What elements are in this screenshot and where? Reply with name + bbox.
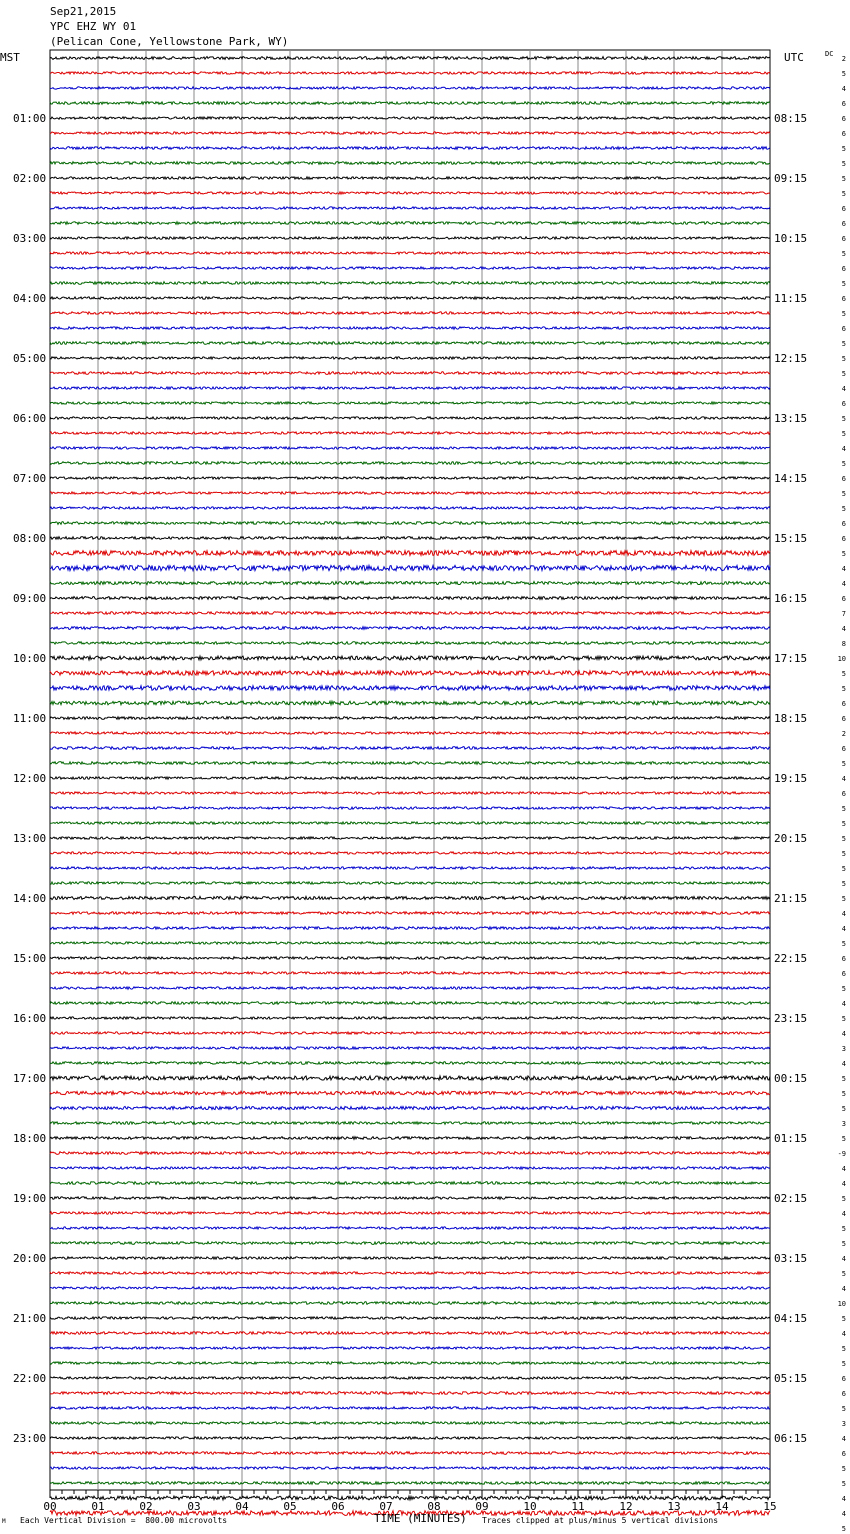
mst-hour-label: 07:00 xyxy=(13,472,47,485)
mst-label: MST xyxy=(0,51,20,64)
dc-offset-label: 6 xyxy=(841,715,846,723)
mst-hour-label: 11:00 xyxy=(13,712,47,725)
dc-offset-label: 5 xyxy=(841,895,846,903)
seismic-trace xyxy=(50,686,770,691)
dc-offset-label: 4 xyxy=(841,1060,846,1068)
dc-offset-label: 5 xyxy=(841,310,846,318)
dc-offset-label: 6 xyxy=(841,265,846,273)
dc-offset-label: 6 xyxy=(841,595,846,603)
seismic-trace xyxy=(50,642,770,645)
dc-offset-label: 4 xyxy=(841,1255,846,1263)
mst-hour-label: 06:00 xyxy=(13,412,47,425)
seismic-trace xyxy=(50,537,770,540)
mst-hour-label: 20:00 xyxy=(13,1252,47,1265)
dc-offset-label: -9 xyxy=(837,1150,846,1158)
x-tick-label: 08 xyxy=(427,1500,441,1513)
mst-hour-label: 01:00 xyxy=(13,112,47,125)
dc-offset-label: 5 xyxy=(841,820,846,828)
seismic-trace xyxy=(50,972,770,974)
dc-offset-label: 6 xyxy=(841,205,846,213)
seismic-trace xyxy=(50,432,770,434)
header-location: (Pelican Cone, Yellowstone Park, WY) xyxy=(50,35,289,48)
dc-offset-label: 6 xyxy=(841,295,846,303)
mst-hour-label: 03:00 xyxy=(13,232,47,245)
seismic-trace xyxy=(50,1091,770,1094)
mst-hour-label: 13:00 xyxy=(13,832,47,845)
x-tick-label: 02 xyxy=(139,1500,153,1513)
dc-offset-label: 5 xyxy=(841,355,846,363)
dc-offset-label: 5 xyxy=(841,190,846,198)
seismic-trace xyxy=(50,357,770,359)
dc-offset-label: 5 xyxy=(841,1240,846,1248)
dc-offset-label: 4 xyxy=(841,1030,846,1038)
utc-hour-label: 19:15 xyxy=(774,772,808,785)
seismic-trace xyxy=(50,837,770,839)
dc-offset-label: 4 xyxy=(841,580,846,588)
x-tick-label: 09 xyxy=(475,1500,489,1513)
x-axis-title: TIME (MINUTES) xyxy=(374,1512,467,1525)
seismic-trace xyxy=(50,732,770,734)
seismic-trace xyxy=(50,1182,770,1185)
dc-offset-label: 5 xyxy=(841,1360,846,1368)
corner-mark: M xyxy=(2,1518,6,1525)
x-tick-label: 14 xyxy=(715,1500,729,1513)
mst-hour-label: 22:00 xyxy=(13,1372,47,1385)
dc-offset-label: 5 xyxy=(841,835,846,843)
utc-hour-label: 10:15 xyxy=(774,232,808,245)
x-tick-label: 04 xyxy=(235,1500,249,1513)
mst-hour-label: 04:00 xyxy=(13,292,47,305)
dc-offset-label: 5 xyxy=(841,340,846,348)
seismic-trace xyxy=(50,507,770,509)
dc-offset-label: 6 xyxy=(841,535,846,543)
seismic-trace xyxy=(50,777,770,779)
dc-offset-label: 6 xyxy=(841,790,846,798)
dc-offset-label: 6 xyxy=(841,475,846,483)
seismic-trace xyxy=(50,882,770,884)
dc-offset-label: 5 xyxy=(841,1480,846,1488)
seismic-trace xyxy=(50,177,770,179)
mst-hour-label: 18:00 xyxy=(13,1132,47,1145)
dc-offset-label: 5 xyxy=(841,160,846,168)
utc-hour-label: 02:15 xyxy=(774,1192,808,1205)
seismic-trace xyxy=(50,597,770,600)
seismic-trace xyxy=(50,1302,770,1305)
seismic-trace xyxy=(50,1347,770,1349)
dc-offset-label: 6 xyxy=(841,1450,846,1458)
seismic-trace xyxy=(50,1257,770,1259)
dc-offset-label: 10 xyxy=(837,655,846,663)
seismic-trace xyxy=(50,342,770,345)
dc-offset-label: 4 xyxy=(841,1000,846,1008)
x-tick-label: 07 xyxy=(379,1500,393,1513)
dc-offset-label: 5 xyxy=(841,940,846,948)
seismic-trace xyxy=(50,477,770,479)
dc-offset-label: 2 xyxy=(841,730,846,738)
dc-offset-label: 4 xyxy=(841,445,846,453)
x-tick-label: 13 xyxy=(667,1500,681,1513)
seismic-trace xyxy=(50,372,770,375)
seismic-trace xyxy=(50,132,770,134)
seismic-trace xyxy=(50,207,770,209)
seismic-trace xyxy=(50,102,770,105)
x-tick-label: 15 xyxy=(763,1500,777,1513)
seismic-trace xyxy=(50,162,770,165)
dc-offset-label: 5 xyxy=(841,1465,846,1473)
mst-hour-label: 23:00 xyxy=(13,1432,47,1445)
seismic-trace xyxy=(50,147,770,150)
seismic-trace xyxy=(50,671,770,675)
seismic-trace xyxy=(50,312,770,314)
dc-offset-label: 5 xyxy=(841,865,846,873)
dc-offset-label: 6 xyxy=(841,745,846,753)
seismic-trace xyxy=(50,57,770,60)
dc-offset-label: 4 xyxy=(841,1510,846,1518)
seismic-trace xyxy=(50,117,770,119)
dc-offset-label: 6 xyxy=(841,130,846,138)
seismic-trace xyxy=(50,627,770,630)
seismic-trace xyxy=(50,867,770,869)
dc-offset-label: 5 xyxy=(841,460,846,468)
x-tick-label: 12 xyxy=(619,1500,633,1513)
seismic-trace xyxy=(50,1062,770,1065)
seismic-trace xyxy=(50,1272,770,1274)
utc-hour-label: 04:15 xyxy=(774,1312,808,1325)
seismic-trace xyxy=(50,1287,770,1289)
dc-offset-label: 6 xyxy=(841,115,846,123)
utc-hour-label: 15:15 xyxy=(774,532,808,545)
dc-offset-label: 5 xyxy=(841,880,846,888)
dc-offset-label: 5 xyxy=(841,1105,846,1113)
seismic-trace xyxy=(50,522,770,525)
dc-offset-label: 6 xyxy=(841,700,846,708)
mst-hour-label: 08:00 xyxy=(13,532,47,545)
seismic-trace xyxy=(50,762,770,765)
utc-hour-label: 06:15 xyxy=(774,1432,808,1445)
x-tick-label: 06 xyxy=(331,1500,345,1513)
mst-hour-label: 02:00 xyxy=(13,172,47,185)
seismic-trace xyxy=(50,612,770,615)
mst-hour-label: 19:00 xyxy=(13,1192,47,1205)
seismic-trace xyxy=(50,1467,770,1469)
utc-hour-label: 22:15 xyxy=(774,952,808,965)
dc-offset-label: 4 xyxy=(841,1285,846,1293)
utc-hour-label: 09:15 xyxy=(774,172,808,185)
seismic-trace xyxy=(50,1407,770,1409)
dc-offset-label: 3 xyxy=(841,1120,846,1128)
seismic-trace xyxy=(50,1482,770,1485)
seismic-trace xyxy=(50,237,770,239)
dc-offset-label: 5 xyxy=(841,550,846,558)
utc-label: UTC xyxy=(784,51,804,64)
dc-offset-label: 5 xyxy=(841,1135,846,1143)
seismic-trace xyxy=(50,1362,770,1364)
seismic-trace xyxy=(50,1017,770,1019)
dc-offset-label: 6 xyxy=(841,970,846,978)
dc-offset-label: 6 xyxy=(841,235,846,243)
seismic-trace xyxy=(50,462,770,465)
dc-offset-label: 4 xyxy=(841,565,846,573)
seismic-trace xyxy=(50,957,770,959)
dc-offset-label: 5 xyxy=(841,175,846,183)
utc-hour-label: 17:15 xyxy=(774,652,808,665)
dc-offset-label: 4 xyxy=(841,1180,846,1188)
seismic-trace xyxy=(50,1392,770,1395)
seismic-trace xyxy=(50,551,770,556)
seismic-trace xyxy=(50,1152,770,1155)
seismic-trace xyxy=(50,1122,770,1125)
x-tick-label: 05 xyxy=(283,1500,297,1513)
mst-hour-label: 21:00 xyxy=(13,1312,47,1325)
seismic-trace xyxy=(50,656,770,660)
seismic-trace xyxy=(50,387,770,389)
seismic-trace xyxy=(50,1106,770,1109)
seismic-trace xyxy=(50,252,770,254)
dc-offset-label: 5 xyxy=(841,1315,846,1323)
seismic-trace xyxy=(50,1002,770,1005)
utc-hour-label: 12:15 xyxy=(774,352,808,365)
seismic-trace xyxy=(50,1212,770,1214)
utc-hour-label: 14:15 xyxy=(774,472,808,485)
seismic-trace xyxy=(50,1167,770,1169)
dc-offset-label: 5 xyxy=(841,1525,846,1533)
seismic-trace xyxy=(50,1032,770,1034)
seismic-trace xyxy=(50,222,770,225)
utc-hour-label: 16:15 xyxy=(774,592,808,605)
utc-hour-label: 01:15 xyxy=(774,1132,808,1145)
dc-offset-label: 6 xyxy=(841,325,846,333)
x-tick-label: 11 xyxy=(571,1500,585,1513)
mst-hour-label: 16:00 xyxy=(13,1012,47,1025)
dc-offset-label: 5 xyxy=(841,145,846,153)
seismic-trace xyxy=(50,1437,770,1439)
dc-offset-label: 4 xyxy=(841,1210,846,1218)
dc-offset-label: 4 xyxy=(841,1495,846,1503)
dc-offset-label: 4 xyxy=(841,1165,846,1173)
dc-offset-label: 5 xyxy=(841,70,846,78)
dc-offset-label: 4 xyxy=(841,925,846,933)
utc-hour-label: 23:15 xyxy=(774,1012,808,1025)
seismic-trace xyxy=(50,1422,770,1424)
dc-offset-label: 5 xyxy=(841,685,846,693)
seismic-trace xyxy=(50,1227,770,1229)
dc-offset-label: 5 xyxy=(841,490,846,498)
mst-hour-label: 14:00 xyxy=(13,892,47,905)
utc-hour-label: 08:15 xyxy=(774,112,808,125)
seismic-trace xyxy=(50,447,770,449)
seismic-trace xyxy=(50,1332,770,1335)
mst-hour-label: 10:00 xyxy=(13,652,47,665)
dc-offset-label: 5 xyxy=(841,760,846,768)
dc-offset-label: 6 xyxy=(841,1375,846,1383)
dc-offset-label: 7 xyxy=(841,610,846,618)
seismic-trace xyxy=(50,72,770,74)
seismic-trace xyxy=(50,1242,770,1245)
dc-offset-label: 4 xyxy=(841,775,846,783)
dc-offset-label: 6 xyxy=(841,1390,846,1398)
scale-note: Each Vertical Division = 800.00 microvolts xyxy=(20,1516,228,1525)
seismic-trace xyxy=(50,717,770,720)
dc-offset-label: 5 xyxy=(841,250,846,258)
dc-offset-label: 4 xyxy=(841,625,846,633)
seismic-trace xyxy=(50,267,770,269)
mst-hour-label: 17:00 xyxy=(13,1072,47,1085)
utc-hour-label: 20:15 xyxy=(774,832,808,845)
x-tick-label: 00 xyxy=(43,1500,57,1513)
dc-offset-label: 5 xyxy=(841,505,846,513)
dc-offset-label: 5 xyxy=(841,280,846,288)
dc-offset-label: 5 xyxy=(841,1225,846,1233)
dc-offset-label: 5 xyxy=(841,1015,846,1023)
seismic-trace xyxy=(50,297,770,299)
utc-hour-label: 18:15 xyxy=(774,712,808,725)
dc-offset-label: 4 xyxy=(841,1330,846,1338)
dc-offset-label: 5 xyxy=(841,415,846,423)
dc-offset-label: 5 xyxy=(841,985,846,993)
seismic-trace xyxy=(50,282,770,285)
dc-offset-label: 8 xyxy=(841,640,846,648)
dc-offset-label: 3 xyxy=(841,1420,846,1428)
seismic-trace xyxy=(50,822,770,824)
dc-offset-label: 6 xyxy=(841,100,846,108)
dc-offset-label: 5 xyxy=(841,1405,846,1413)
dc-offset-label: 10 xyxy=(837,1300,846,1308)
seismic-trace xyxy=(50,1452,770,1455)
mst-hour-label: 12:00 xyxy=(13,772,47,785)
clip-note: Traces clipped at plus/minus 5 vertical divisions xyxy=(482,1516,719,1525)
dc-offset-label: 4 xyxy=(841,85,846,93)
seismic-trace xyxy=(50,852,770,854)
mst-hour-label: 05:00 xyxy=(13,352,47,365)
mst-hour-label: 15:00 xyxy=(13,952,47,965)
dc-offset-label: 5 xyxy=(841,850,846,858)
seismic-trace xyxy=(50,942,770,944)
seismic-trace xyxy=(50,927,770,930)
dc-offset-label: 4 xyxy=(841,1435,846,1443)
header-station: YPC EHZ WY 01 xyxy=(50,20,137,33)
x-tick-label: 03 xyxy=(187,1500,201,1513)
utc-hour-label: 05:15 xyxy=(774,1372,808,1385)
dc-offset-label: 2 xyxy=(841,55,846,63)
seismic-trace xyxy=(50,1496,770,1500)
dc-offset-label: 5 xyxy=(841,805,846,813)
dc-offset-label: 4 xyxy=(841,910,846,918)
seismic-trace xyxy=(50,807,770,809)
seismic-trace xyxy=(50,492,770,494)
seismic-trace xyxy=(50,1137,770,1140)
x-tick-label: 10 xyxy=(523,1500,537,1513)
mst-hour-label: 09:00 xyxy=(13,592,47,605)
dc-offset-label: 4 xyxy=(841,385,846,393)
seismic-trace xyxy=(50,792,770,794)
utc-hour-label: 13:15 xyxy=(774,412,808,425)
seismic-trace xyxy=(50,1377,770,1379)
dc-offset-label: 5 xyxy=(841,1345,846,1353)
dc-offset-label: 5 xyxy=(841,1075,846,1083)
seismic-trace xyxy=(50,987,770,989)
seismic-trace xyxy=(50,1047,770,1049)
dc-offset-label: 6 xyxy=(841,955,846,963)
header-date: Sep21,2015 xyxy=(50,5,117,18)
utc-hour-label: 00:15 xyxy=(774,1072,808,1085)
dc-offset-label: 6 xyxy=(841,220,846,228)
seismic-trace xyxy=(50,912,770,915)
dc-offset-label: 5 xyxy=(841,370,846,378)
seismic-trace xyxy=(50,1197,770,1199)
dc-offset-label: 5 xyxy=(841,1090,846,1098)
seismic-trace xyxy=(50,896,770,899)
dc-offset-label: 3 xyxy=(841,1045,846,1053)
dc-offset-label: 5 xyxy=(841,1270,846,1278)
x-tick-label: 01 xyxy=(91,1500,105,1513)
utc-hour-label: 03:15 xyxy=(774,1252,808,1265)
seismic-trace xyxy=(50,402,770,404)
seismic-trace xyxy=(50,327,770,329)
dc-offset-label: 5 xyxy=(841,1195,846,1203)
seismic-trace xyxy=(50,417,770,419)
utc-hour-label: 11:15 xyxy=(774,292,808,305)
seismic-trace xyxy=(50,565,770,570)
dc-offset-label: 6 xyxy=(841,520,846,528)
dc-offset-label: 5 xyxy=(841,430,846,438)
seismic-trace xyxy=(50,701,770,705)
seismic-trace xyxy=(50,581,770,584)
dc-offset-label: 5 xyxy=(841,670,846,678)
seismic-trace xyxy=(50,87,770,89)
seismic-trace xyxy=(50,1317,770,1319)
seismic-trace xyxy=(50,747,770,750)
seismic-trace xyxy=(50,1076,770,1080)
seismic-trace xyxy=(50,192,770,194)
utc-hour-label: 21:15 xyxy=(774,892,808,905)
dc-offset-label: 6 xyxy=(841,400,846,408)
dc-label: DC xyxy=(825,50,834,58)
